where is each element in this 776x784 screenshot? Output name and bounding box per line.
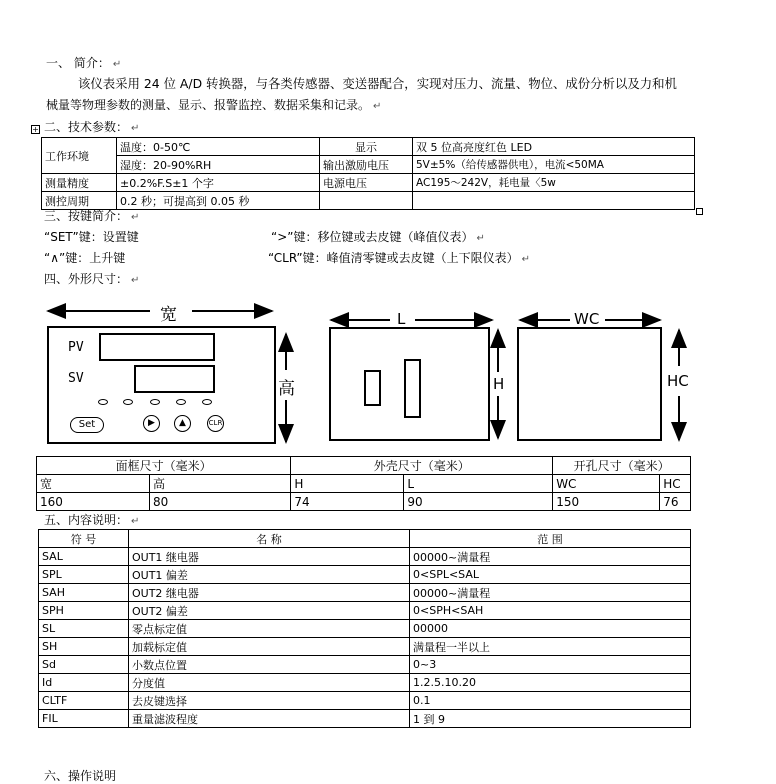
temp-cell: 温度：0-50℃ [117, 138, 320, 156]
table-cell: OUT2 继电器 [129, 584, 410, 602]
table-cell: 74 [291, 493, 404, 511]
indicator-led [98, 399, 108, 405]
table-cell: 去皮键选择 [129, 692, 410, 710]
up-button-icon: ▲ [174, 415, 191, 432]
cycle-label: 测控周期 [42, 192, 117, 210]
power-value: AC195～242V，耗电量〈5w [413, 174, 695, 192]
table-cell: 零点标定值 [129, 620, 410, 638]
table-cell: L [404, 475, 553, 493]
table-cell: 80 [150, 493, 291, 511]
table-cell: 0<SPH<SAH [410, 602, 691, 620]
table-cell: SH [39, 638, 129, 656]
table-header: 范 围 [410, 530, 691, 548]
sv-label: SV [68, 371, 84, 386]
table-cell: SL [39, 620, 129, 638]
table-cell: 160 [37, 493, 150, 511]
table-move-handle-icon[interactable]: + [32, 125, 39, 134]
table-cell: 76 [660, 493, 691, 511]
table-cell: WC [553, 475, 660, 493]
key-shift-desc: “>”键：移位键或去皮键（峰值仪表） ↵ [271, 230, 485, 244]
table-cell: SAL [39, 548, 129, 566]
table-cell: SPL [39, 566, 129, 584]
sv-display [134, 365, 215, 393]
table-cell: 宽 [37, 475, 150, 493]
table-header: 名 称 [129, 530, 410, 548]
section1-heading: 一、 简介： ↵ [46, 56, 122, 70]
table-cell: 高 [150, 475, 291, 493]
side-slot-small [364, 370, 381, 406]
pv-display [99, 333, 215, 361]
table-cell: 重量滤波程度 [129, 710, 410, 728]
section5-heading: 五、内容说明： ↵ [44, 513, 140, 527]
table-cell: 1 到 9 [410, 710, 691, 728]
env-label: 工作环境 [42, 138, 117, 174]
side-l-label: L [397, 310, 406, 328]
cutout-wc-label: WC [574, 310, 600, 328]
table-header: 外壳尺寸（毫米） [291, 457, 553, 475]
cycle-value: 0.2 秒；可提高到 0.05 秒 [117, 192, 320, 210]
section1-line1: 该仪表采用 24 位 A/D 转换器，与各类传感器、变送器配合，实现对压力、流量、物位、成份分析以及力和机 [78, 76, 677, 91]
table-cell: 加载标定值 [129, 638, 410, 656]
excite-label: 输出激励电压 [320, 156, 413, 174]
section3-heading: 三、按键简介： ↵ [44, 209, 140, 223]
table-row [39, 692, 691, 710]
side-h-label: H [493, 375, 505, 393]
table-cell: 0<SPL<SAL [410, 566, 691, 584]
table-cell: SPH [39, 602, 129, 620]
indicator-led [150, 399, 160, 405]
table-cell: 1.2.5.10.20 [410, 674, 691, 692]
table-row [39, 584, 691, 602]
table-cell: OUT2 偏差 [129, 602, 410, 620]
table-cell: 分度值 [129, 674, 410, 692]
table-row [39, 548, 691, 566]
table-cell: 0~3 [410, 656, 691, 674]
table-cell: 00000 [410, 620, 691, 638]
front-height-label: 高 [278, 379, 295, 399]
table-row [39, 656, 691, 674]
table-cell: 00000~满量程 [410, 584, 691, 602]
table-cell: SAH [39, 584, 129, 602]
display-label: 显示 [320, 138, 413, 156]
parameter-table [38, 529, 691, 728]
table-cell: 150 [553, 493, 660, 511]
table-cell: 0.1 [410, 692, 691, 710]
table-cell: 满量程一半以上 [410, 638, 691, 656]
side-slot-large [404, 359, 421, 418]
pv-label: PV [68, 340, 84, 355]
key-up-desc: “∧”键：上升键 [44, 251, 126, 265]
table-cell: OUT1 继电器 [129, 548, 410, 566]
table-row [39, 638, 691, 656]
table-cell: HC [660, 475, 691, 493]
indicator-led [202, 399, 212, 405]
table-cell: 小数点位置 [129, 656, 410, 674]
cutout-hc-label: HC [667, 372, 689, 390]
table-cell: Sd [39, 656, 129, 674]
table-row [39, 710, 691, 728]
table-header: 符 号 [39, 530, 129, 548]
table-cell: OUT1 偏差 [129, 566, 410, 584]
shift-button-icon: ▶ [143, 415, 160, 432]
table-cell: H [291, 475, 404, 493]
front-width-label: 宽 [160, 305, 177, 325]
dimension-table [36, 456, 691, 511]
power-label: 电源电压 [320, 174, 413, 192]
key-set-desc: “SET”键：设置键 [44, 230, 139, 244]
section1-line2: 械量等物理参数的测量、显示、报警监控、数据采集和记录。 ↵ [46, 98, 382, 112]
table-row [39, 566, 691, 584]
table-cell: 90 [404, 493, 553, 511]
precision-value: ±0.2%F.S±1 个字 [117, 174, 320, 192]
set-button: Set [70, 417, 104, 433]
table-row [39, 620, 691, 638]
table-header: 面框尺寸（毫米） [37, 457, 291, 475]
humidity-cell: 湿度：20-90%RH [117, 156, 320, 174]
table-cell: CLTF [39, 692, 129, 710]
section4-heading: 四、外形尺寸： ↵ [44, 272, 140, 286]
excite-value: 5V±5%（给传感器供电），电流<50MA [413, 156, 695, 174]
clr-button: CLR [207, 415, 224, 432]
display-value: 双 5 位高亮度红色 LED [413, 138, 695, 156]
table-row [39, 674, 691, 692]
indicator-led [123, 399, 133, 405]
table-cell: Id [39, 674, 129, 692]
precision-label: 测量精度 [42, 174, 117, 192]
indicator-led [176, 399, 186, 405]
table-row [39, 602, 691, 620]
cutout-view [517, 327, 662, 441]
section2-heading: 二、技术参数： ↵ [44, 120, 140, 134]
table-cell: 00000~满量程 [410, 548, 691, 566]
table-cell: FIL [39, 710, 129, 728]
table-header: 开孔尺寸（毫米） [553, 457, 691, 475]
key-clr-desc: “CLR”键：峰值清零键或去皮键（上下限仪表） ↵ [268, 251, 531, 265]
section6-heading: 六、操作说明 [44, 769, 117, 783]
